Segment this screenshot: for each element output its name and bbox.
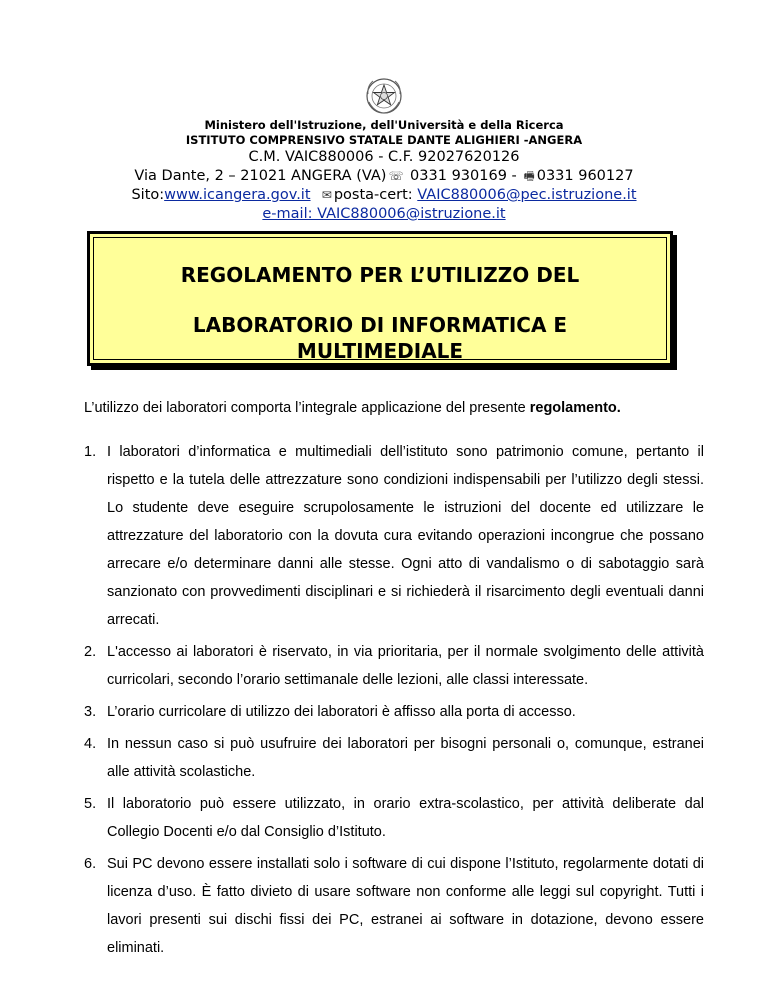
list-item: [84, 790, 704, 846]
list-number: 4.: [84, 736, 97, 752]
list-number: 1.: [84, 444, 97, 460]
letterhead: [0, 118, 768, 224]
list-item: [84, 638, 704, 694]
phone-number: 0331 930169 -: [405, 168, 522, 184]
list-text: Il laboratorio può essere utilizzato, in orario extra-scolastico, per attività deliberate dal Collegio Docenti e/o dal Consiglio d’Istituto.: [107, 796, 704, 840]
email-line: [0, 205, 768, 224]
intro-bold: regolamento.: [529, 400, 621, 416]
fax-icon: 🖷: [523, 169, 535, 183]
pec-email-link[interactable]: VAIC880006@pec.istruzione.it: [417, 187, 637, 203]
title-line-2a: LABORATORIO DI INFORMATICA E: [192, 313, 568, 337]
title-line-2: [90, 312, 670, 364]
list-item: [84, 850, 704, 962]
list-text: L’orario curricolare di utilizzo dei laboratori è affisso alla porta di accesso.: [107, 704, 576, 720]
title-line-1: REGOLAMENTO PER L’UTILIZZO DEL: [180, 263, 580, 287]
intro-text: L’utilizzo dei laboratori comporta l’integrale applicazione del presente: [84, 400, 530, 416]
envelope-icon: ✉: [321, 188, 332, 202]
title-box: [87, 231, 673, 366]
address-line: [0, 167, 768, 186]
italian-republic-emblem-icon: [364, 76, 404, 116]
fax-number: 0331 960127: [536, 168, 634, 184]
list-number: 5.: [84, 796, 97, 812]
site-link[interactable]: www.icangera.gov.it: [164, 187, 311, 203]
web-line: [0, 186, 768, 205]
list-item: [84, 698, 704, 726]
list-text: I laboratori d’informatica e multimediali dell’istituto sono patrimonio comune, pertanto il rispetto e la tutela delle attrezzature sono condizioni indispensabili per l’utilizzo degli stessi. Lo studente deve eseguire scrupolosamente le istruzioni del docente ed utilizzare le attrezzature del laboratorio con la dovuta cura evitando operazioni incongrue che possano arrecare e/o determinare danni alle stesse. Ogni atto di vandalismo o di sabotaggio sarà sanzionato con provvedimenti disciplinari e si richiederà il risarcimento degli eventuali danni arrecati.: [107, 444, 704, 628]
ministry-name: Ministero dell'Istruzione, dell'Università e della Ricerca: [204, 118, 564, 132]
list-item: [84, 730, 704, 786]
list-text: In nessun caso si può usufruire dei laboratori per bisogni personali o, comunque, estranei alle attività scolastiche.: [107, 736, 704, 780]
site-label: Sito:: [131, 187, 165, 203]
list-number: 6.: [84, 856, 97, 872]
school-codes: C.M. VAIC880006 - C.F. 92027620126: [248, 149, 520, 165]
list-item: [84, 438, 704, 634]
school-name: ISTITUTO COMPRENSIVO STATALE DANTE ALIGHIERI -ANGERA: [185, 133, 583, 147]
telephone-icon: ☏: [388, 169, 404, 183]
address: Via Dante, 2 – 21021 ANGERA (VA): [134, 168, 387, 184]
email-link[interactable]: e-mail: VAIC880006@istruzione.it: [262, 206, 506, 222]
intro-paragraph: [84, 398, 704, 418]
rules-list: [84, 438, 704, 966]
list-number: 2.: [84, 644, 97, 660]
title-line-2b: MULTIMEDIALE: [296, 339, 464, 363]
list-text: Sui PC devono essere installati solo i software di cui dispone l’Istituto, regolarmente dotati di licenza d’uso. È fatto divieto di usare software non conforme alle leggi sul copyright. Tutti i lavori presenti sui dischi fissi dei PC, estranei ai software in dotazione, devono essere eliminati.: [107, 856, 704, 956]
list-text: L'accesso ai laboratori è riservato, in via prioritaria, per il normale svolgimento delle attività curricolari, secondo l’orario settimanale delle lezioni, alle classi interessate.: [107, 644, 704, 688]
pec-label: posta-cert:: [333, 187, 418, 203]
list-number: 3.: [84, 704, 97, 720]
